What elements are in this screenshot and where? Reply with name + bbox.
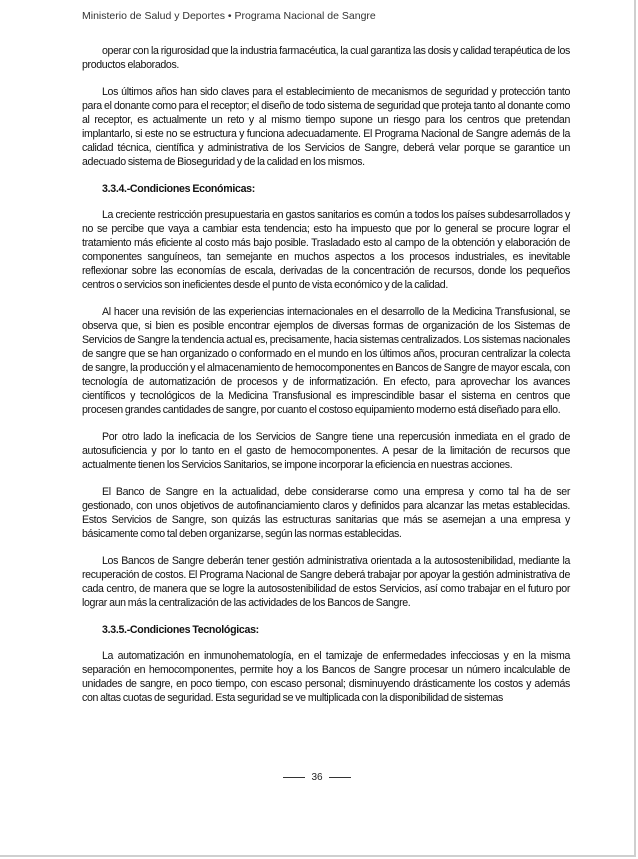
paragraph-3: La creciente restricción presupuestaria en gastos sanitarios es común a todos los países subdesarrollados y no se percibe que vaya a cambiar esta tendencia; esto ha impuesto que por lo general se procure lograr el tratamiento más eficiente al costo más bajo posible. Trasladado esto al campo de la obtención y elaboración de componentes sanguíneos, tan semejante en muchos aspectos a los procesos industriales, es inevitable reflexionar sobre las economías de escala, derivadas de la concentración de recursos, donde los pequeños centros o servicios son ineficientes desde el punto de vista económico y de la calidad. [82, 209, 570, 291]
paragraph-2: Los últimos años han sido claves para el establecimiento de mecanismos de seguridad y protección tanto para el donante como para el receptor; el diseño de todo sistema de seguridad que proteja tanto al donante como al receptor, es actualmente un reto y al mismo tiempo supone un riesgo para los centros que pretendan implantarlo, si este no se estructura y funciona adecuadamente. El Programa Nacional de Sangre además de la calidad técnica, científica y administrativa de los Servicios de Sangre, deberá velar porque se garantice un adecuado sistema de Bioseguridad y de la calidad en los mismos. [82, 86, 570, 168]
section-heading-technological: 3.3.5.-Condiciones Tecnológicas: [102, 624, 259, 636]
paragraph-1: operar con la rigurosidad que la industria farmacéutica, la cual garantiza las dosis y calidad terapéutica de los productos elaborados. [82, 45, 570, 71]
paragraph-6: El Banco de Sangre en la actualidad, debe considerarse como una empresa y como tal ha de ser gestionado, con unos objetivos de autofinanciamiento claros y definidos para alcanzar las metas establecidas. Estos Servicios de Sangre, son quizás las estructuras sanitarias que más se asemejan a una empresa y básicamente como tal deben organizarse, según las normas establecidas. [82, 486, 570, 540]
page-number: 36 [311, 772, 323, 783]
paragraph-7: Los Bancos de Sangre deberán tener gestión administrativa orientada a la autosostenibilidad, mediante la recuperación de costos. El Programa Nacional de Sangre deberá trabajar por apoyar la gestión administrativa de cada centro, de manera que se logre la autosostenibilidad de estos Servicios, así como trabajar en el futuro por lograr aun más la centralización de las actividades de los Bancos de Sangre. [82, 555, 570, 609]
paragraph-4: Al hacer una revisión de las experiencias internacionales en el desarrollo de la Medicina Transfusional, se observa que, si bien es posible encontrar ejemplos de diversas formas de organización de los Sistemas de Servicios de Sangre la tendencia actual es, precisamente, hacia sistemas centralizados. Los sistemas nacionales de sangre que se han organizado o conformado en el mundo en los últimos años, procuran centralizar la colecta de sangre, la producción y el almacenamiento de hemocomponentes en Bancos de Sangre de mayor escala, con tecnología de automatización de procesos y de informatización. En efecto, para aprovechar los avances científicos y tecnológicos de la Medicina Transfusional es imprescindible basar el sistema en centros que procesen grandes cantidades de sangre, por cuanto el costoso equipamiento moderno está diseñado para ello. [82, 306, 570, 416]
running-header: Ministerio de Salud y Deportes • Programa Nacional de Sangre [82, 10, 376, 22]
page-footer [0, 772, 634, 783]
footer-rule-right [329, 777, 351, 778]
paragraph-8: La automatización en inmunohematología, en el tamizaje de enfermedades infecciosas y en la misma separación en hemocomponentes, permite hoy a los Bancos de Sangre procesar un número incalculable de unidades de sangre, en poco tiempo, con escaso personal; disminuyendo drásticamente los costos y además con altas cuotas de seguridad. Esta seguridad se ve multiplicada con la disponibilidad de sistemas [82, 650, 570, 704]
paragraph-5: Por otro lado la ineficacia de los Servicios de Sangre tiene una repercusión inmediata en el grado de autosuficiencia y por lo tanto en el gasto de hemocomponentes. A pesar de la limitación de recursos que actualmente tienen los Servicios Sanitarios, se impone incorporar la eficiencia en nuestras acciones. [82, 431, 570, 471]
footer-rule-left [283, 777, 305, 778]
section-heading-economic: 3.3.4.-Condiciones Económicas: [102, 183, 255, 195]
document-body [82, 44, 570, 718]
